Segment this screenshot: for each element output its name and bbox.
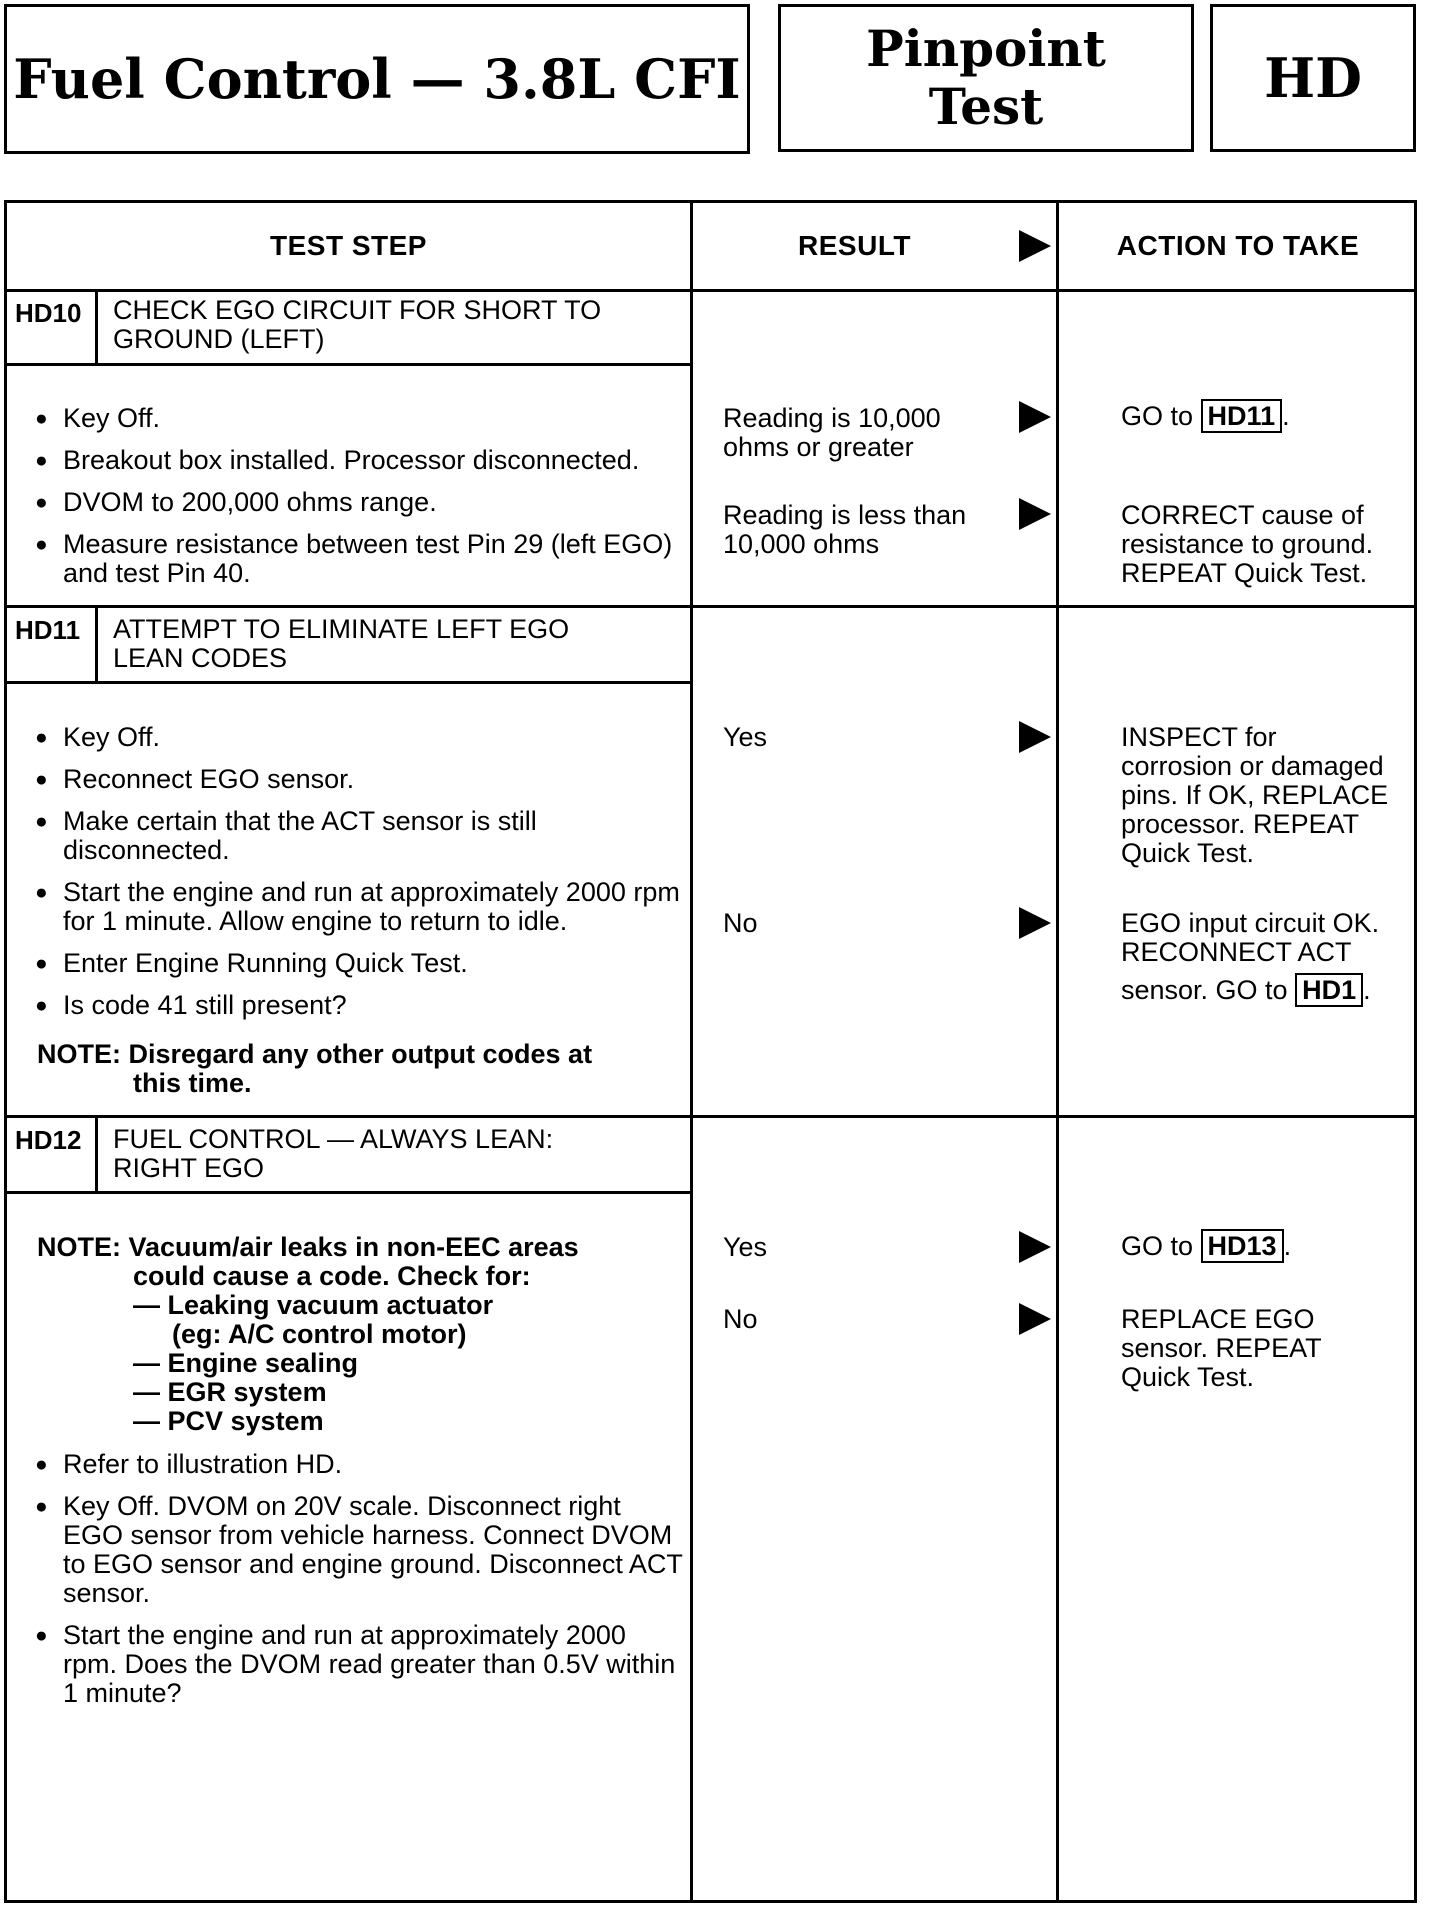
list-item: ● Reconnect EGO sensor. — [35, 765, 685, 794]
header-separator — [7, 289, 1414, 292]
header-pinpoint-box — [778, 4, 1194, 152]
step-note: NOTE: Disregard any other output codes at this time. — [37, 1039, 593, 1098]
step-title: FUEL CONTROL — ALWAYS LEAN: RIGHT EGO — [113, 1124, 554, 1183]
column-header-result: RESULT — [798, 230, 911, 261]
arrow-icon — [1019, 1231, 1051, 1263]
column-header-action: ACTION TO TAKE — [1116, 230, 1360, 261]
result-text: Reading is 10,000 ohms or greater — [723, 403, 941, 462]
pinpoint-test-table — [4, 200, 1417, 1903]
list-item: ● Make certain that the ACT sensor is still disconnected. — [35, 807, 685, 865]
list-item: ● Start the engine and run at approximately 2000 rpm for 1 minute. Allow engine to return to idle. — [35, 878, 685, 936]
result-text: Yes — [723, 722, 768, 752]
list-item: ● Key Off. DVOM on 20V scale. Disconnect right EGO sensor from vehicle harness. Connect DVOM to EGO sensor and engine ground. Disconnect ACT sensor. — [35, 1492, 685, 1608]
list-item: ● Key Off. — [35, 723, 685, 752]
step-title: ATTEMPT TO ELIMINATE LEFT EGO LEAN CODES — [113, 614, 570, 673]
result-text: No — [723, 908, 758, 938]
step-bullets — [35, 1450, 685, 1721]
test-label: Test — [928, 77, 1044, 136]
arrow-icon — [1019, 1303, 1051, 1335]
step-title: CHECK EGO CIRCUIT FOR SHORT TO GROUND (LEFT) — [113, 295, 602, 354]
arrow-icon — [1019, 721, 1051, 753]
action-text: GO to HD13 . — [1121, 1231, 1292, 1261]
step-reference-link[interactable]: HD11 — [1201, 399, 1283, 433]
arrow-icon — [1019, 401, 1051, 433]
list-item: ● Key Off. — [35, 404, 685, 433]
pinpoint-label: Pinpoint — [866, 19, 1106, 78]
step-note: NOTE: Vacuum/air leaks in non-EEC areas could cause a code. Check for: — Leaking vacuum actuator (eg: A/C control motor) — Engine sealing — EGR system — PCV system — [37, 1232, 579, 1436]
arrow-icon — [1019, 498, 1051, 530]
result-text: Yes — [723, 1232, 768, 1262]
action-text: CORRECT cause of resistance to ground. REPEAT Quick Test. — [1121, 500, 1374, 588]
row-separator — [7, 1115, 1414, 1118]
list-item: ● Enter Engine Running Quick Test. — [35, 949, 685, 978]
action-text: GO to HD11 . — [1121, 401, 1290, 431]
test-code: HD — [1264, 46, 1362, 110]
action-text: REPLACE EGO sensor. REPEAT Quick Test. — [1121, 1304, 1322, 1392]
arrow-icon — [1019, 230, 1051, 262]
column-divider — [690, 203, 693, 1900]
list-item: ● Start the engine and run at approximately 2000 rpm. Does the DVOM read greater than 0.5V within 1 minute? — [35, 1621, 685, 1708]
list-item: ● Breakout box installed. Processor disconnected. — [35, 446, 685, 475]
step-bullets — [35, 723, 685, 1033]
step-reference-link[interactable]: HD13 — [1201, 1229, 1284, 1263]
step-id: HD11 — [15, 615, 81, 645]
list-item: ● Refer to illustration HD. — [35, 1450, 685, 1479]
step-reference-link[interactable]: HD1 — [1295, 973, 1363, 1007]
step-bullets — [35, 404, 685, 601]
list-item: ● Is code 41 still present? — [35, 991, 685, 1020]
column-divider — [1056, 203, 1059, 1900]
result-text: Reading is less than 10,000 ohms — [723, 500, 967, 559]
column-header-test-step: TEST STEP — [270, 230, 427, 261]
action-text: EGO input circuit OK. RECONNECT ACT sensor. GO to HD1 . — [1121, 908, 1380, 1005]
header-title-box — [4, 4, 750, 154]
row-separator — [7, 605, 1414, 608]
list-item: ● DVOM to 200,000 ohms range. — [35, 488, 685, 517]
header-code-box — [1210, 4, 1416, 152]
result-text: No — [723, 1304, 758, 1334]
page-title: Fuel Control — 3.8L CFI — [13, 47, 741, 111]
arrow-icon — [1019, 907, 1051, 939]
action-text: INSPECT for corrosion or damaged pins. If OK, REPLACE processor. REPEAT Quick Test. — [1121, 722, 1389, 868]
step-id: HD12 — [15, 1125, 82, 1155]
step-id: HD10 — [15, 298, 82, 328]
list-item: ● Measure resistance between test Pin 29 (left EGO) and test Pin 40. — [35, 530, 685, 588]
